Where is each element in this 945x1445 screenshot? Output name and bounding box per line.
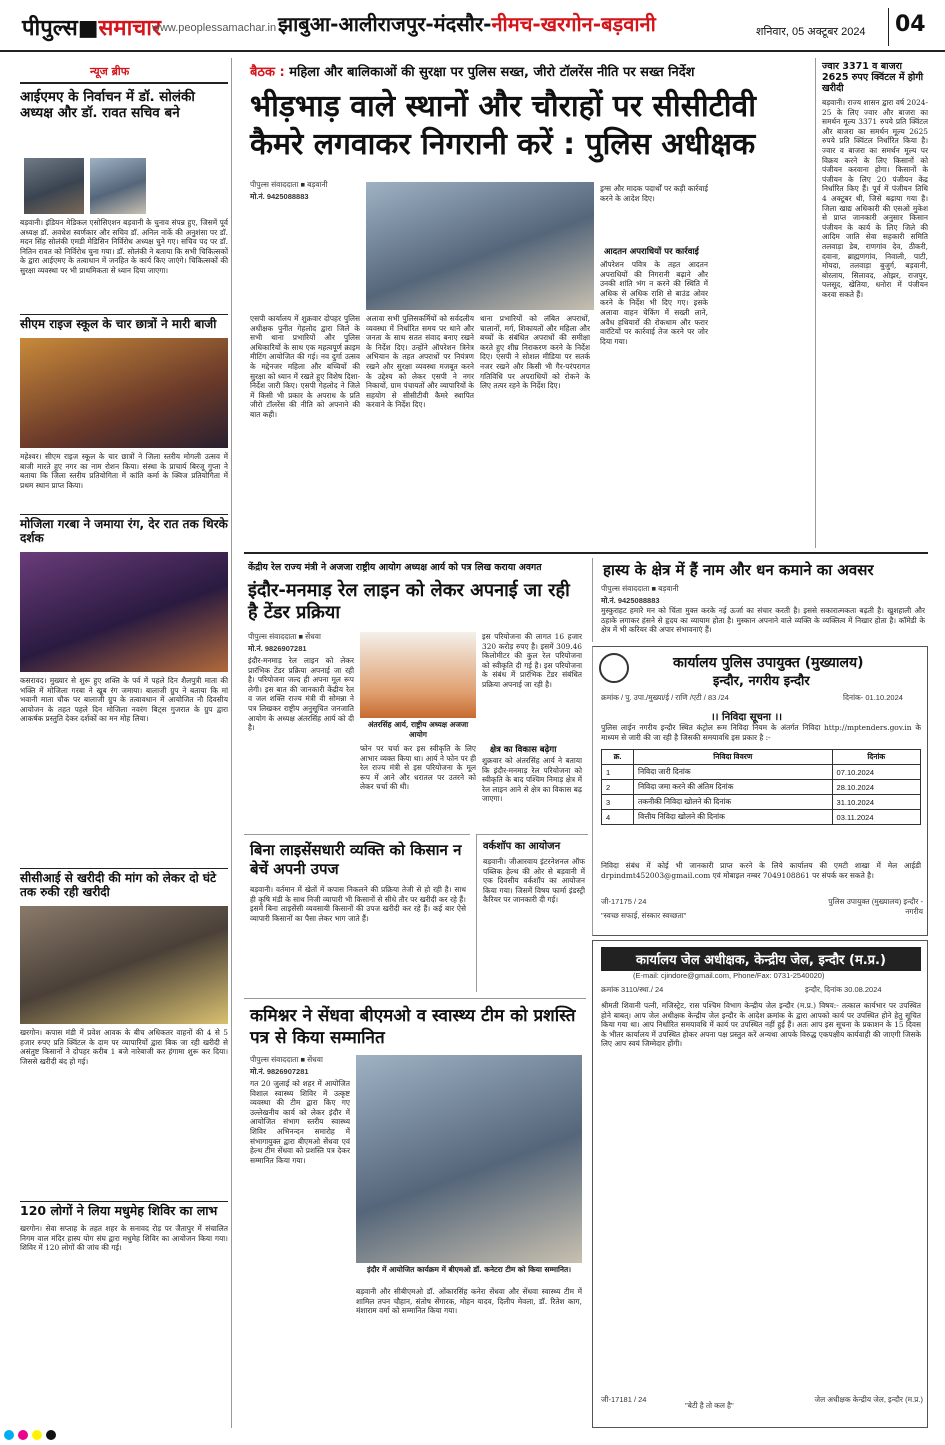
row-sno: 2	[602, 780, 634, 795]
lead-headline	[250, 88, 806, 164]
lead-text-1: एसपी कार्यालय में शुक्रवार दोपहर पुलिस अधीक्षक पुनीत गेहलोद द्वारा जिले के सभी थाना प्रभारियों और पुलिस अधिकारियों के साथ एक महत्वपूर्ण क्राइम मीटिंग आयोजित की गई। नव दुर्गा उत्सव के मद्देनजर महिला और बच्चियों की सुरक्षा को ध्यान में रखते हुए विशेष दिशा-निर्देश जारी किए। एसपी गेहलोद ने जिले में किसी भी प्रकार के अपराध के प्रति जीरो टॉलरेंस की नीति को अपनाने की बात कही।	[250, 314, 360, 419]
divider	[20, 82, 228, 84]
row-date: 28.10.2024	[832, 780, 920, 795]
issue-date: शनिवार, 05 अक्टूबर 2024	[756, 26, 866, 38]
jail-slogan: "बेटी है तो कल है"	[685, 1401, 734, 1410]
commissioner-headline: कमिश्नर ने सेंधवा बीएमओ व स्वास्थ्य टीम को प्रशस्ति पत्र से किया सम्मानित	[250, 1006, 576, 1048]
police-slogan: "स्वच्छ सफाई, संस्कार स्वच्छता"	[601, 911, 687, 920]
col-sno: क्र.	[602, 750, 634, 765]
lead-photo-meeting	[366, 182, 594, 310]
humor-mobile: मो.नं. 9425088883	[601, 596, 660, 605]
rail-text-1: इंदौर-मनमाड़ रेल लाइन को लेकर प्रारंभिक टेंडर प्रक्रिया अपनाई जा रही है। परियोजना जल्द ही अपना मूल रूप लेगी। इस बात की जानकारी केंद्रीय रेल व जल शक्ति राज्य मंत्री वी सोमन्ना ने पत्र लिखकर राष्ट्रीय अनुसूचित जनजाति आयोग के अध्यक्ष अंतरसिंह आर्य को दी है।	[248, 656, 354, 733]
rail-mobile: मो.नं. 9826907281	[248, 644, 307, 653]
lead-side-text: ड्रग्स और मादक पदार्थों पर कड़ी कार्रवाई करने के आदेश दिए।	[600, 184, 708, 203]
brief1-photo-1	[24, 158, 84, 214]
workshop-text: बड़वानी। जीआरवाय इंटरनेशनल ऑफ पब्लिक हेल्थ की ओर से बड़वानी में एक दिवसीय वर्कशॉप का आयोजन किया गया। जिसमें विषय फार्मा इंडस्ट्री कैरियर पर जानकारी दी गई।	[483, 857, 585, 905]
brief2-headline: सीएम राइज स्कूल के चार छात्रों ने मारी बाजी	[20, 317, 217, 331]
humor-headline: हास्य के क्षेत्र में हैं नाम और धन कमाने का अवसर	[603, 561, 874, 579]
table-row	[602, 780, 921, 795]
licence-text: बड़वानी। वर्तमान में खेतों में कपास निकलने की प्रक्रिया तेजी से हो रही है। साथ ही कृषि मंडी के साथ निजी व्यापारी भी किसानों से सीधे तौर पर खरीदी कर रहे हैं। इसमें बिना लाइसेंसी व्यवसायी किसानों की उपज खरीदी कर रहे हैं। कई बार ऐसे व्यापारी किसानों का पैसा लेकर भाग जाते हैं।	[250, 885, 466, 923]
commissioner-story	[244, 998, 586, 1428]
table-header-row	[602, 750, 921, 765]
humor-text: मुस्कुराहट हमारे मन को चिंता मुक्त करके नई ऊर्जा का संचार करती है। इससे सकारात्मकता बढ़ती है। खुशहाली और ठहाके लगाकर हंसने से हृदय का व्यायाम होता है। मुस्कान अपनाने वाले व्यक्ति के व्यक्तित्व में निखार होता है। कॉमेडी के क्षेत्र में भी करियर की अपार संभावनाएं हैं।	[601, 606, 925, 635]
brief3-text: कसरावद। मुख्यार से शुरू हुए शक्ति के पर्व में पहले दिन शैलपुत्री माता की भक्ति में मोजिला गरबा ने खूब रंग जमाया। बालाजी ग्रुप ने बताया कि मां भवानी माता चौक पर बालाजी ग्रुप के तत्वावधान में आयोजित नौ दिवसीय आयोजन के तहत पहले दिन मोजिला नवरंग बिट्स गुजरात के ग्रुप द्वारा आकर्षक प्रस्तुति देकर दर्शकों का मन मोह लिया।	[20, 676, 228, 724]
registration-mark	[46, 1430, 56, 1440]
commissioner-byline: पीपुल्स संवाददाता ■ सेंधवा	[250, 1055, 323, 1064]
logo-main: पीपुल्स	[22, 16, 78, 41]
lead-subhead: आदतन अपराधियों पर कार्रवाई	[604, 247, 699, 257]
divider	[20, 514, 228, 515]
lead-text-2: अलावा सभी पुलिसकर्मियों को सर्वदलीय व्यवस्था में निर्धारित समय पर थाने और जनता के साथ सतत संवाद बनाए रखने के निर्देश दिए। उन्होंने ऑपरेशन त्रिनेत्र अभियान के तहत अपराधों पर नियंत्रण रखने और सुरक्षा व्यवस्था मजबूत करने के उद्देश्य को लेकर एसपी ने नगर निकायों, ग्राम पंचायतों और व्यापारियों के सहयोग से सीसीटीवी कैमरे स्थापित करवाने के निर्देश दिए।	[366, 314, 474, 410]
rail-kicker: केंद्रीय रेल राज्य मंत्री ने अजजा राष्ट्रीय आयोग अध्यक्ष आर्य को पत्र लिख कराया अवगत	[248, 562, 542, 573]
police-office-sub: इन्दौर, नगरीय इन्दौर	[713, 674, 810, 689]
row-desc: निविदा जमा करने की अंतिम दिनांक	[634, 780, 833, 795]
right-top-story	[815, 58, 927, 548]
brief5-headline: 120 लोगों ने लिया मधुमेह शिविर का लाभ	[20, 1203, 218, 1218]
brief2-photo	[20, 338, 228, 448]
page-number: 04	[895, 12, 926, 37]
brief1-photo-2	[90, 158, 146, 214]
rail-text-3: इस परियोजना की लागत 16 हजार 320 करोड़ रुपए है। इसमें 309.46 किलोमीटर की कुल रेल परियोजना को स्वीकृति दी गई है। इस परियोजना के संबंध में प्रारंभिक टेंडर संबंधित प्रक्रिया अपनाई जा रही है।	[482, 632, 582, 689]
rail-headline: इंदौर-मनमाड़ रेल लाइन को लेकर अपनाई जा रही है टेंडर प्रक्रिया	[248, 580, 570, 623]
police-notice-intro: पुलिस लाईन नगरीय इन्दौर स्थित कंट्रोल रूम निविदा नियम के अंतर्गत निविदा http://mptenders.gov.in के माध्यम से जारी की जा रही है जिसकी समयावधि इस प्रकार है :-	[601, 723, 921, 742]
humor-byline: पीपुल्स संवाददाता ■ बड़वानी	[601, 584, 679, 593]
col-desc: निविदा विवरण	[634, 750, 833, 765]
lead-story	[244, 58, 808, 548]
police-signature: पुलिस उपायुक्त (मुख्यालय) इन्दौर - नगरीय	[828, 897, 923, 916]
police-notice-footer: निविदा संबंध में कोई भी जानकारी प्राप्त करने के लिये कार्यालय की एमटी शाखा में मेल आईडी drpindmt452003@gmail.com एवं मोबाइल नम्बर 7049108861 पर संपर्क कर सकते है।	[601, 861, 921, 880]
brief2-text: महेश्वर। सीएम राइज स्कूल के चार छात्रों ने जिला स्तरीय मोगली उत्सव में बाजी मारते हुए नगर का नाम रोशन किया। संस्था के प्राचार्य बिरजू गुप्ता ने बताया कि जिला स्तरीय प्रतियोगिता में कांति कर्मा के क्विज प्रतियोगिता में प्रथम स्थान प्राप्त किया।	[20, 452, 228, 490]
website-url: www.peoplessamachar.in	[152, 22, 277, 34]
rail-subhead: क्षेत्र का विकास बढ़ेगा	[490, 745, 557, 755]
rail-portrait-photo	[360, 632, 476, 718]
commissioner-text-2: बड़वानी और सीबीएमओ डॉ. ओंकारसिंह कनेरा सेंधवा और सेंधवा स्वास्थ्य टीम में शामिल तपन चौहान, संतोष सेंगारक, मोहन यादव, दिलीप मेवला, डॉ. रितेश काग, मंशाराम वर्मा को सम्मानित किया गया।	[356, 1287, 582, 1316]
right-top-text: बड़वानी। राज्य शासन द्वारा वर्ष 2024-25 के लिए ज्वार और बाजरा का समर्थन मूल्य 3371 रुपये प्रति क्विंटल और बाजरा का समर्थन मूल्य 2625 रुपये प्रति क्विंटल निर्धारित किया है। ज्वार व बाजरा का समर्थन मूल्य पर विक्रय करने के लिए किसानों को पंजीयन करवाना होगा। किसानों के पंजीयन के लिए 20 पंजीयन केंद्र निर्धारित किए हैं। पूर्व में पंजीयन तिथि 4 अक्टूबर थी, जिसे बढ़ाया गया है। जिला खाद्य अधिकारी की एसओ मुकेश से प्राप्त जानकारी अनुसार किसान पंजीयन के कार्य के लिए जिले की आदिम जाति सेवा सहकारी समिति तलवाड़ा डेब, राणगांव देव, ठीकरी, दवाना, ब्राह्मणगांव, निवाली, पाटी, मोयदा, तलवाड़ा बुजुर्ग, बड़वानी, बोरलाय, सिलावद, ओझर, राजपुर, पलसूद, खेतिया, धनोरा में पंजीयन करवा सकते हैं।	[822, 98, 928, 299]
commissioner-mobile: मो.नं. 9826907281	[250, 1067, 309, 1076]
jail-signature: जेल अधीक्षक केन्द्रीय जेल, इन्दौर (म.प्र.)	[814, 1395, 923, 1404]
page-no-divider	[888, 8, 889, 46]
edition-title-red: नीमच-खरगोन-बड़वानी	[491, 12, 656, 36]
right-top-headline: ज्वार 3371 व बाजरा 2625 रुपए क्विंटल में होगी खरीदी	[822, 61, 924, 94]
jail-notice-text: श्रीमती शिवानी पत्नी, मजिस्ट्रेट, रास पश्चिम विभाग केन्द्रीय जेल इन्दौर (म.प्र.) विषय:- तत्काल कार्यभार पर उपस्थित होने बाबत्। आप जेल अधीक्षक केन्द्रीय जेल इन्दौर के आदेश क्रमांक के द्वारा आपको कार्य पर उपस्थित होने हेतु सूचित किया गया था। आप निर्धारित समयावधि में कार्य पर उपस्थित नहीं हुई हैं। अतः आप इस सूचना के प्रकाशन के 15 दिवस के भीतर कार्यालय में उपस्थित होकर अपना पक्ष प्रस्तुत करें अन्यथा आपके विरुद्ध एकपक्षीय कार्यवाही की जाएगी जिसके लिए आप स्वयं जिम्मेदार होंगी।	[601, 1001, 921, 1049]
section-news-brief: न्यूज ब्रीफ	[90, 65, 130, 78]
table-row	[602, 765, 921, 780]
left-column	[20, 58, 232, 1428]
rail-photo-caption: अंतरसिंह आर्य, राष्ट्रीय अध्यक्ष अजजा आयोग	[367, 720, 469, 739]
police-job-no: जी-17175 / 24	[601, 897, 647, 906]
lead-kicker	[250, 62, 695, 80]
rail-byline: पीपुल्स संवाददाता ■ सेंधवा	[248, 632, 321, 641]
jail-job-no: जी-17181 / 24	[601, 1395, 647, 1404]
lead-headline-line-1: भीड़भाड़ वाले स्थानों और चौराहों पर सीसीटीवी	[250, 89, 756, 124]
lead-text-3: थाना प्रभारियों को लंबित अपराधों, चालानों, मर्ग, शिकायतों और महिला और बच्चों के संबंधित अपराधों की समीक्षा करते हुए शीघ्र निराकरण करने के निर्देश दिए। एसपी ने सोशल मीडिया पर सतर्क नजर रखने और किसी भी गैर-परंपरागत गतिविधि पर अपराधियों को रोकने के लिए तत्पर रहने के निर्देश दिए।	[480, 314, 590, 391]
jail-ref-no: क्रमांक 3110/स्था./ 24	[601, 985, 664, 994]
jail-contact: (E-mail: cjindore@gmail.com, Phone/Fax: 0731-2540020)	[633, 971, 825, 980]
brief4-text: खरगोन। कपास मंडी में प्रवेश आवक के बीच अधिकतर वाहनों की 4 से 5 हजार रुपए प्रति क्विंटल के दाम पर व्यापारियों द्वारा बिक जा रही खरीदी से असंतुष्ट किसानों ने दोपहर करीब 1 बजे नारेबाजी कर हंगामा शुरू कर दिया। जिससे खरीदी बंद हो गई।	[20, 1028, 228, 1066]
divider	[20, 868, 228, 869]
row-desc: निविदा जारी दिनांक	[634, 765, 833, 780]
lead-kicker-text: महिला और बालिकाओं की सुरक्षा पर पुलिस सख्त, जीरो टॉलरेंस नीति पर सख्त निर्देश	[289, 65, 695, 80]
masthead	[0, 0, 945, 52]
registration-mark	[4, 1430, 14, 1440]
logo-accent: समाचार	[98, 16, 161, 41]
licence-story	[244, 834, 470, 992]
col-date: दिनांक	[832, 750, 920, 765]
rail-story	[244, 558, 586, 828]
lead-kicker-label: बैठक :	[250, 65, 285, 80]
brief3-photo	[20, 552, 228, 672]
jail-ref-date: इन्दौर, दिनांक 30.08.2024	[805, 985, 882, 994]
row-date: 07.10.2024	[832, 765, 920, 780]
table-row	[602, 795, 921, 810]
brief4-headline: सीसीआई से खरीदी की मांग को लेकर दो घंटे तक रुकी रही खरीदी	[20, 871, 217, 899]
commissioner-text-1: गत 20 जुलाई को शहर में आयोजित विशाल स्वास्थ्य शिविर में उत्कृष्ट व्यवस्था की टीम द्वारा किए गए उल्लेखनीय कार्य को लेकर इंदौर में आयोजित संभाग स्तरीय स्वास्थ्य शिविर अभिनन्दन समारोह में संभागायुक्त द्वारा बीएमओ सेंधवा एवं हेल्थ टीम सेंधवा को प्रशस्ति पत्र देकर सम्मानित किया गया।	[250, 1079, 350, 1165]
lead-mobile: मो.नं. 9425088883	[250, 192, 309, 201]
brief1-headline: आईएमए के निर्वाचन में डॉ. सोलंकी अध्यक्ष और डॉ. रावत सचिव बने	[20, 89, 195, 121]
lead-byline: पीपुल्स संवाददाता ■ बड़वानी	[250, 180, 328, 189]
row-desc: वित्तीय निविदा खोलने की दिनांक	[634, 810, 833, 825]
brief5-text: खरगोन। सेवा सप्ताह के तहत शहर के सनावद रोड़ पर जैतापुर में संचालित निगम वाल मंदिर हास्य योग संघ द्वारा मधुमेह शिविर का आयोजन किया गया। शिविर में 120 लोगों की जांच की गई।	[20, 1224, 228, 1253]
newspaper-logo: पीपुल्स■समाचार	[22, 16, 161, 41]
row-date: 31.10.2024	[832, 795, 920, 810]
lead-side-text-2: ऑपरेशन पवित्र के तहत आदतन अपराधियों की निगरानी बढ़ाने और उनकी शांति भंग न करने की स्थिति में अधिक से अधिक राशि से बाउंड ओवर करने के निर्देश भी दिए गए। इसके अलावा वाहन चेकिंग में सख्ती लाने, अवैध हथियारों की रोकथाम और फरार वारंटियों पर कार्रवाई तेज करने पर जोर दिया गया।	[600, 260, 708, 346]
row-date: 03.11.2024	[832, 810, 920, 825]
edition-title	[278, 10, 656, 37]
divider	[244, 552, 928, 554]
divider	[20, 1201, 228, 1202]
jail-office-name: कार्यालय जेल अधीक्षक, केन्द्रीय जेल, इन्दौर (म.प्र.)	[601, 947, 921, 971]
workshop-story	[476, 834, 588, 992]
rail-text-4: शुक्रवार को अंतरसिंह आर्य ने बताया कि इंदौर-मनमाड़ रेल परियोजना को स्वीकृति के बाद पश्चिम निमाड़ क्षेत्र में रेल लाइन आने से क्षेत्र का विकास बढ़ जाएगा।	[482, 756, 582, 804]
lead-headline-line-2: कैमरे लगवाकर निगरानी करें : पुलिस अधीक्षक	[250, 127, 756, 162]
edition-title-black: झाबुआ-आलीराजपुर-मंदसौर-	[278, 12, 492, 36]
police-ref-date: दिनांक- 01.10.2024	[843, 693, 903, 702]
police-office-name: कार्यालय पुलिस उपायुक्त (मुख्यालय)	[673, 655, 864, 671]
registration-mark	[32, 1430, 42, 1440]
licence-headline: बिना लाइसेंसधारी व्यक्ति को किसान न बेचें अपनी उपज	[250, 841, 462, 878]
brief3-headline: मोजिला गरबा ने जमाया रंग, देर रात तक थिरके दर्शक	[20, 517, 228, 545]
police-notice-title: ।। निविदा सूचना ।।	[711, 712, 783, 723]
registration-mark	[18, 1430, 28, 1440]
row-desc: तकनीकी निविदा खोलने की दिनांक	[634, 795, 833, 810]
commissioner-photo	[356, 1055, 582, 1263]
brief1-text: बड़वानी। इंडियन मेडिकल एसोसिएशन बड़वानी के चुनाव संपन्न हुए, जिसमें पूर्व अध्यक्ष डॉ. अवधेश स्वर्णकार और सचिव डॉ. अनिल नार्के की अनुशंसा पर डॉ. मदन सिंह सोलंकी एमडी मेडिसिन निर्विरोध अध्यक्ष चुने गए। सचिव पद पर डॉ. नितिन रावत को निर्विरोध चुना गया। डॉ. सोलंकी ने बताया कि सभी चिकित्सकों के द्वारा आईएमए के तत्वाधान में जनहित के कार्य किए जाएंगे। चिकित्सकों की सुरक्षा व्यवस्था पर भी प्राथमिकता से ध्यान दिया जाएगा।	[20, 218, 228, 275]
brief4-photo	[20, 906, 228, 1024]
row-sno: 4	[602, 810, 634, 825]
workshop-headline: वर्कशॉप का आयोजन	[483, 841, 561, 852]
police-ref-no: क्रमांक / पु. उपा./मुख्या/ई / राणि /एटी / 83 /24	[601, 693, 729, 702]
police-emblem-icon	[599, 653, 629, 683]
table-row	[602, 810, 921, 825]
divider	[20, 314, 228, 315]
jail-notice	[592, 940, 928, 1428]
row-sno: 1	[602, 765, 634, 780]
rail-text-2: फोन पर चर्चा कर इस स्वीकृति के लिए आभार व्यक्त किया था। आर्य ने फोन पर ही रेल राज्य मंत्री से इस परियोजना के मूल रूप में आने और धरातल पर उतरने को लेकर चर्चा की थी।	[360, 744, 476, 792]
police-tender-notice	[592, 646, 928, 936]
row-sno: 3	[602, 795, 634, 810]
tender-schedule-table	[601, 749, 921, 825]
commissioner-photo-caption: इंदौर में आयोजित कार्यक्रम में बीएमओ डॉ. कनेटरा टीम को किया सम्मानित।	[366, 1265, 572, 1274]
humor-story	[592, 558, 928, 642]
